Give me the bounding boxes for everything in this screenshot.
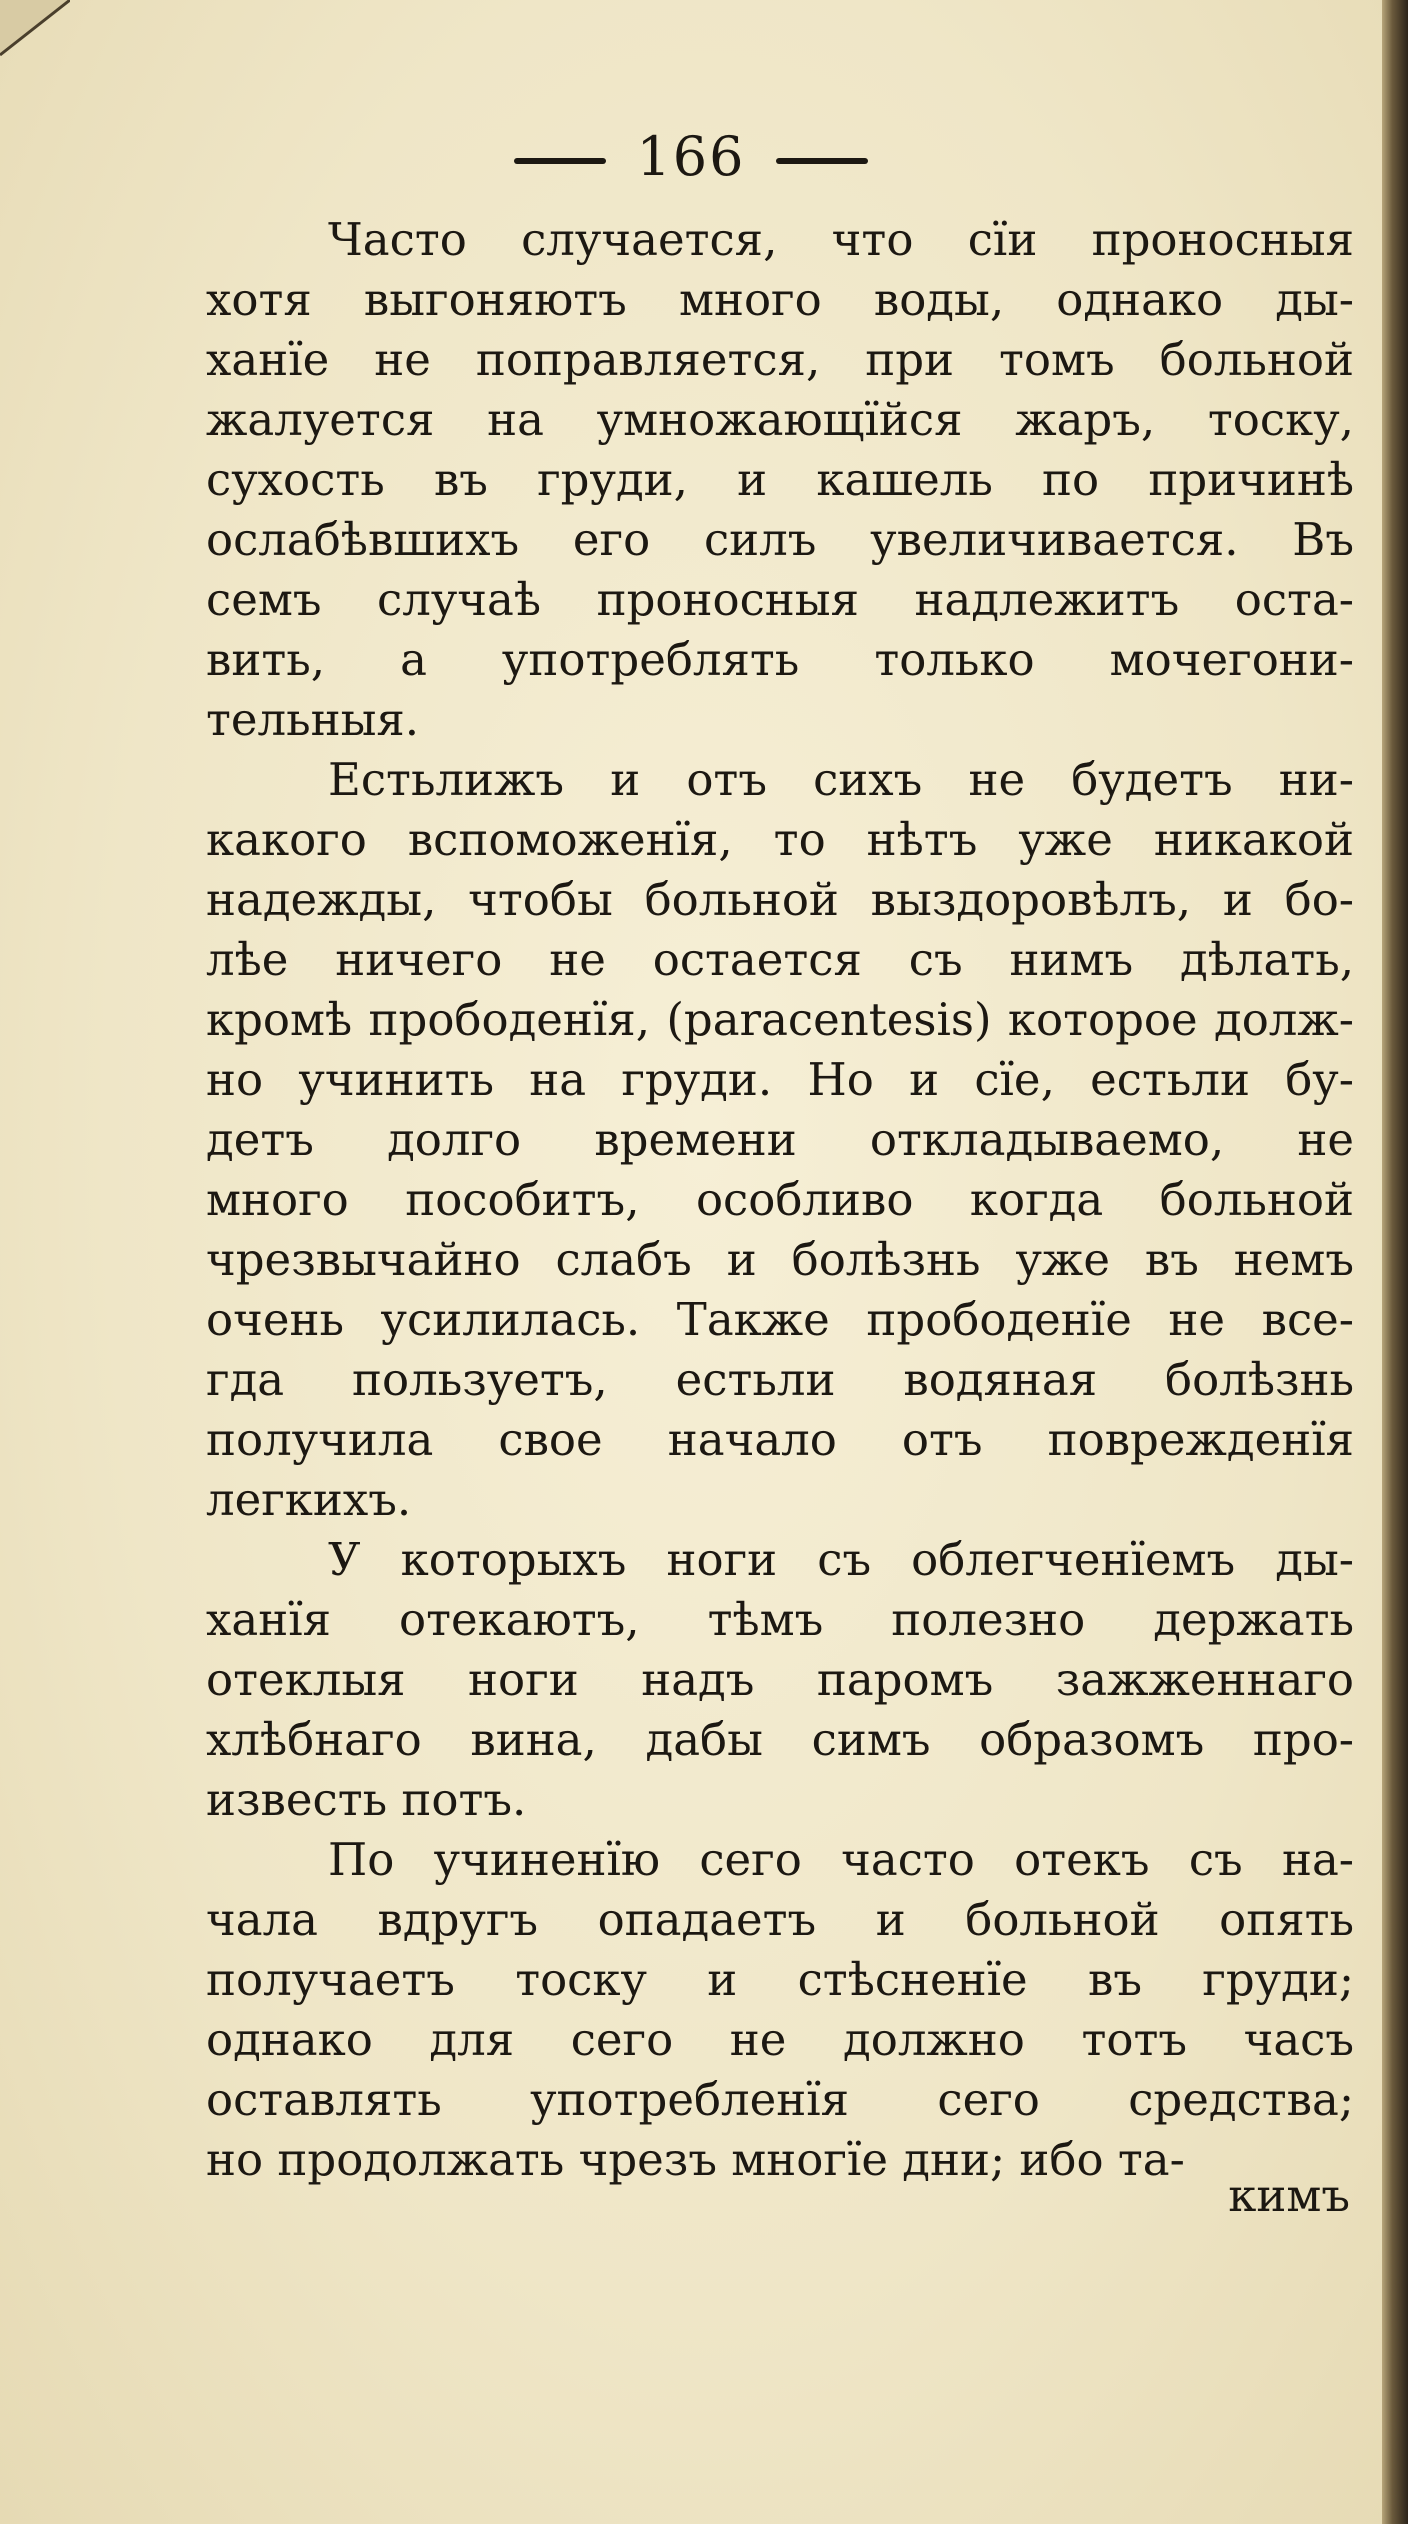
text-line: какого вспоможенїя, то нѣтъ уже никакой — [206, 813, 1354, 866]
text-line: жалуется на умножающїйся жаръ, тоску, — [206, 393, 1354, 446]
text-line: У которыхъ ноги съ облегченїемъ ды- — [328, 1533, 1354, 1586]
text-line: легкихъ. — [206, 1473, 412, 1526]
text-line: очень усилилась. Также прободенїе не все- — [206, 1293, 1354, 1346]
text-line: хлѣбнаго вина, дабы симъ образомъ про- — [206, 1713, 1354, 1766]
paragraph — [206, 210, 1354, 750]
paragraph — [206, 1830, 1354, 2190]
text-line: семъ случаѣ проносныя надлежитъ оста- — [206, 573, 1354, 626]
text-line: однако для сего не должно тотъ часъ — [206, 2013, 1354, 2066]
book-spine-edge — [1382, 0, 1408, 2524]
text-line: детъ долго времени откладываемо, не — [206, 1113, 1354, 1166]
text-body — [206, 210, 1354, 2190]
paragraph — [206, 1530, 1354, 1830]
header-dash-right — [776, 158, 868, 164]
text-line: тельныя. — [206, 693, 420, 746]
text-line: известь потъ. — [206, 1773, 527, 1826]
page-header — [0, 122, 1382, 192]
text-line: чрезвычайно слабъ и болѣзнь уже въ немъ — [206, 1233, 1354, 1286]
text-line: ханїя отекаютъ, тѣмъ полезно держать — [206, 1593, 1354, 1646]
text-line: надежды, чтобы больной выздоровѣлъ, и бо- — [206, 873, 1354, 926]
text-line: много пособитъ, особливо когда больной — [206, 1173, 1354, 1226]
text-line: получила свое начало отъ поврежденїя — [206, 1413, 1354, 1466]
header-dash-left — [514, 158, 606, 164]
text-line: оставлять употребленїя сего средства; — [206, 2073, 1354, 2126]
text-line: гда пользуетъ, естьли водяная болѣзнь — [206, 1353, 1354, 1406]
text-line: Естьлижъ и отъ сихъ не будетъ ни- — [328, 753, 1354, 806]
text-line: сухость въ груди, и кашель по причинѣ — [206, 453, 1354, 506]
text-line: По учиненїю сего часто отекъ съ на- — [328, 1833, 1354, 1886]
text-line: кромѣ прободенїя, (paracentesis) которое долж- — [206, 993, 1354, 1046]
text-line: но продолжать чрезъ многїе дни; ибо та- — [206, 2133, 1185, 2186]
text-line: Часто случается, что сїи проносныя — [328, 213, 1354, 266]
text-line: чала вдругъ опадаетъ и больной опять — [206, 1893, 1354, 1946]
text-line: вить, а употреблять только мочегони- — [206, 633, 1354, 686]
text-line: ханїе не поправляется, при томъ больной — [206, 333, 1354, 386]
text-line: ослабѣвшихъ его силъ увеличивается. Въ — [206, 513, 1354, 566]
text-line: получаетъ тоску и стѣсненїе въ груди; — [206, 1953, 1354, 2006]
text-line: отеклыя ноги надъ паромъ зажженнаго — [206, 1653, 1354, 1706]
paragraph — [206, 750, 1354, 1530]
page-number: 166 — [636, 125, 746, 188]
text-line: хотя выгоняютъ много воды, однако ды- — [206, 273, 1354, 326]
text-line: но учинить на груди. Но и сїе, естьли бу- — [206, 1053, 1354, 1106]
folded-corner-mark — [0, 0, 70, 70]
catchword: кимъ — [1228, 2169, 1350, 2222]
text-line: лѣе ничего не остается съ нимъ дѣлать, — [206, 933, 1354, 986]
